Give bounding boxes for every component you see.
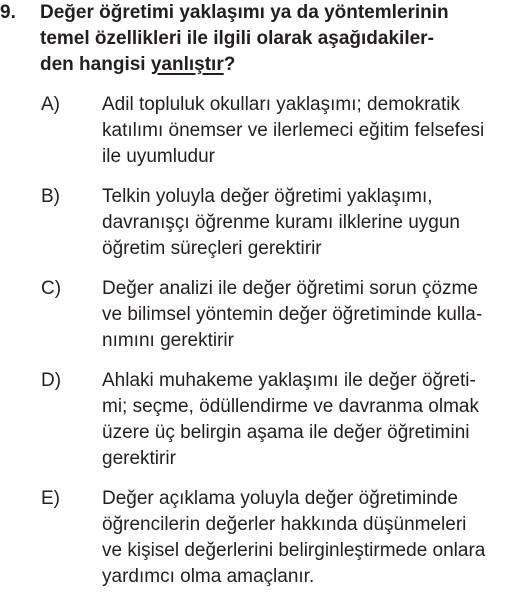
option-letter: A) — [41, 94, 60, 115]
option-text-line: davranışçı öğrenme kuramı ilklerine uygun — [102, 212, 461, 233]
option-c[interactable] — [0, 276, 530, 354]
option-text-line: öğretim süreçleri gerektirir — [102, 238, 322, 259]
stem-prefix: den hangisi — [40, 54, 151, 75]
option-text-line: nımını gerektirir — [102, 330, 234, 351]
option-text-line: Telkin yoluyla değer öğretimi yaklaşımı, — [102, 186, 433, 207]
option-text-line: gerektirir — [102, 448, 176, 469]
option-letter: C) — [41, 278, 62, 299]
option-text-line: yardımcı olma amaçlanır. — [102, 566, 315, 587]
option-text-line: Değer analizi ile değer öğretimi sorun çözme — [102, 278, 478, 299]
question-stem — [0, 0, 520, 78]
question-stem-line-2: temel özellikleri ile ilgili olarak aşağıdakiler- — [40, 28, 434, 49]
option-text-line: ve kişisel değerlerini belirginleştirmede onlara — [102, 540, 486, 561]
option-text-line: ve bilimsel yöntemin değer öğretiminde kulla- — [102, 304, 483, 325]
option-b[interactable] — [0, 184, 530, 262]
option-letter: E) — [41, 488, 60, 509]
option-text-line: Ahlaki muhakeme yaklaşımı ile değer öğreti- — [102, 370, 476, 391]
option-text-line: öğrencilerin değerler hakkında düşünmeleri — [102, 514, 467, 535]
option-text-line: Değer açıklama yoluyla değer öğretiminde — [102, 488, 458, 509]
question-stem-line-1: Değer öğretimi yaklaşımı ya da yöntemlerinin — [40, 2, 449, 23]
option-text-line: üzere üç belirgin aşama ile değer öğretimini — [102, 422, 470, 443]
stem-suffix: ? — [223, 54, 236, 75]
stem-emphasis: yanlıştır — [150, 54, 224, 75]
option-d[interactable] — [0, 368, 530, 472]
option-text-line: Adil topluluk okulları yaklaşımı; demokratik — [102, 94, 460, 115]
option-a[interactable] — [0, 92, 530, 170]
answer-options — [0, 92, 530, 590]
option-letter: D) — [41, 370, 62, 391]
option-e[interactable] — [0, 486, 530, 590]
option-text-line: mi; seçme, ödüllendirme ve davranma olmak — [102, 396, 479, 417]
question-stem-line-3 — [40, 52, 520, 78]
option-letter: B) — [41, 186, 60, 207]
question-number: 9. — [0, 2, 16, 23]
option-text-line: katılımı önemser ve ilerlemeci eğitim felsefesi — [102, 120, 485, 141]
option-text-line: ile uyumludur — [102, 146, 215, 167]
